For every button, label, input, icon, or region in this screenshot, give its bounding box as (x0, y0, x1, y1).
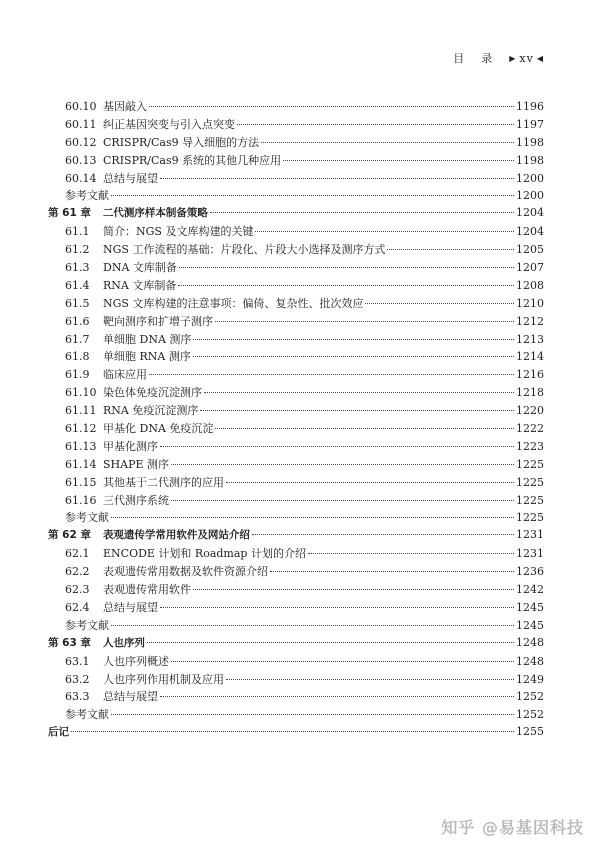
toc-section-row[interactable] (48, 348, 544, 366)
toc-entry-title: 二代测序样本制备策略 (102, 207, 208, 220)
toc-leader-dots (193, 339, 514, 340)
toc-entry-number: 60.13 (65, 153, 97, 167)
toc-section-row[interactable] (48, 134, 544, 152)
toc-section-row[interactable] (48, 545, 544, 563)
header-label-mu: 目 (453, 52, 466, 65)
toc-entry-title: 表观遗传学常用软件及网站介绍 (102, 529, 250, 542)
toc-entry-number: 61.6 (65, 314, 90, 328)
toc-entry-title: CRISPR/Cas9 导入细胞的方法 (103, 135, 260, 149)
toc-entry-title: 参考文献 (65, 511, 109, 525)
toc-entry-number: 61.1 (65, 225, 90, 239)
toc-leader-dots (149, 374, 514, 375)
toc-entry-page: 1223 (516, 439, 544, 453)
toc-references-row[interactable] (48, 706, 544, 724)
toc-entry-number: 61.15 (65, 475, 97, 489)
toc-entry-title: 总结与展望 (103, 171, 158, 185)
toc-leader-dots (387, 249, 514, 250)
toc-leader-dots (160, 178, 514, 179)
toc-leader-dots (171, 500, 514, 501)
toc-entry-page: 1204 (516, 225, 544, 239)
toc-entry-title: 甲基化 DNA 免疫沉淀 (103, 422, 214, 436)
toc-entry-page: 1231 (516, 528, 544, 542)
toc-entry-page: 1208 (516, 278, 544, 292)
toc-leader-dots (149, 106, 514, 107)
toc-entry-page: 1196 (516, 100, 544, 113)
toc-leader-dots (237, 124, 514, 125)
toc-leader-dots (193, 589, 514, 590)
toc-entry-title: 简介：NGS 及文库构建的关键 (103, 225, 254, 239)
toc-entry-number: 63.3 (65, 690, 90, 704)
toc-entry-page: 1248 (516, 654, 544, 668)
toc-entry-title: 人也序列概述 (103, 654, 169, 668)
toc-entry-page: 1249 (516, 672, 544, 686)
toc-entry-title: 单细胞 RNA 测序 (103, 350, 191, 364)
toc-leader-dots (261, 142, 514, 143)
toc-entry-title: 后记 (48, 726, 69, 739)
toc-entry-number: 第 62 章 (48, 529, 91, 542)
toc-leader-dots (178, 285, 514, 286)
toc-entry-page: 1216 (516, 368, 544, 382)
toc-entry-page: 1225 (516, 475, 544, 489)
running-header (453, 50, 544, 66)
toc-section-row[interactable] (48, 170, 544, 188)
toc-section-row[interactable] (48, 295, 544, 313)
toc-section-row[interactable] (48, 402, 544, 420)
toc-entry-title: 参考文献 (65, 618, 109, 632)
toc-entry-title: 其他基于二代测序的应用 (103, 475, 224, 489)
toc-entry-number: 61.8 (65, 350, 90, 364)
toc-entry-page: 1204 (516, 206, 544, 220)
toc-entry-title: 人也序列作用机制及应用 (103, 672, 224, 686)
toc-section-row[interactable] (48, 688, 544, 706)
toc-entry-title: NGS 文库构建的注意事项：偏倚、复杂性、批次效应 (103, 296, 364, 310)
toc-chapter-row[interactable] (48, 635, 544, 653)
toc-section-row[interactable] (48, 331, 544, 349)
toc-leader-dots (71, 731, 514, 732)
toc-section-row[interactable] (48, 671, 544, 689)
toc-section-row[interactable] (48, 152, 544, 170)
toc-section-row[interactable] (48, 492, 544, 510)
toc-leader-dots (215, 321, 514, 322)
toc-entry-title: 临床应用 (103, 368, 147, 382)
toc-leader-dots (270, 571, 514, 572)
toc-entry-number: 第 61 章 (48, 207, 91, 220)
toc-entry-number: 61.3 (65, 261, 90, 275)
toc-entry-title: 人也序列 (102, 636, 145, 649)
toc-chapter-row[interactable] (48, 527, 544, 545)
toc-entry-title: DNA 文库制备 (103, 261, 177, 275)
toc-entry-title: SHAPE 测序 (103, 457, 169, 471)
toc-section-row[interactable] (48, 599, 544, 617)
toc-entry-number: 61.5 (65, 296, 90, 310)
toc-entry-number: 61.7 (65, 332, 90, 346)
toc-leader-dots (171, 464, 514, 465)
toc-entry-number: 62.4 (65, 600, 90, 614)
toc-entry-title: 表观遗传常用数据及软件资源介绍 (103, 565, 268, 579)
toc-section-row[interactable] (48, 313, 544, 331)
watermark: 知乎 @易基因科技 (441, 818, 584, 837)
toc-leader-dots (215, 428, 514, 429)
toc-entry-title: CRISPR/Cas9 系统的其他几种应用 (103, 153, 282, 167)
toc-entry-number: 61.11 (65, 404, 97, 418)
toc-entry-page: 1236 (516, 565, 544, 579)
toc-entry-title: 基因敲入 (103, 100, 147, 113)
toc-leader-dots (252, 534, 514, 535)
toc-leader-dots (111, 625, 514, 626)
toc-entry-page: 1248 (516, 635, 544, 649)
toc-entry-title: 甲基化测序 (103, 439, 158, 453)
toc-entry-number: 61.9 (65, 368, 90, 382)
toc-entry-number: 60.12 (65, 135, 97, 149)
toc-entry-page: 1225 (516, 493, 544, 507)
toc-references-row[interactable] (48, 187, 544, 205)
toc-leader-dots (160, 696, 514, 697)
toc-entry-number: 61.10 (65, 386, 97, 400)
toc-chapter-row[interactable] (48, 724, 544, 742)
toc-entry-page: 1198 (516, 153, 544, 167)
toc-entry-page: 1218 (516, 386, 544, 400)
toc-entry-number: 62.3 (65, 583, 90, 597)
toc-entry-page: 1252 (516, 690, 544, 704)
toc-entry-page: 1222 (516, 422, 544, 436)
toc-entry-page: 1255 (516, 725, 544, 739)
toc-section-row[interactable] (48, 653, 544, 671)
toc-entry-number: 第 63 章 (48, 636, 91, 649)
toc-entry-page: 1212 (516, 314, 544, 328)
toc-entry-title: 表观遗传常用软件 (103, 583, 191, 597)
toc-entry-title: 靶向测序和扩增子测序 (103, 314, 213, 328)
toc-entry-page: 1200 (516, 171, 544, 185)
triangle-right-icon: ▶ (509, 53, 517, 63)
toc-entry-page: 1210 (516, 296, 544, 310)
toc-leader-dots (210, 212, 514, 213)
toc-entry-page: 1200 (516, 189, 544, 203)
toc-entry-title: 纠正基因突变与引入点突变 (103, 117, 235, 131)
toc-entry-page: 1225 (516, 511, 544, 525)
toc-leader-dots (283, 160, 514, 161)
toc-leader-dots (171, 661, 514, 662)
toc-leader-dots (226, 679, 514, 680)
toc-entry-page: 1213 (516, 332, 544, 346)
toc-leader-dots (226, 482, 514, 483)
toc-leader-dots (111, 195, 514, 196)
toc-entry-number: 61.13 (65, 439, 97, 453)
toc-entry-title: RNA 免疫沉淀测序 (103, 404, 199, 418)
toc-section-row[interactable] (48, 384, 544, 402)
toc-leader-dots (179, 267, 514, 268)
toc-entry-number: 60.10 (65, 100, 97, 113)
table-of-contents (48, 98, 544, 742)
toc-entry-page: 1252 (516, 708, 544, 722)
toc-leader-dots (365, 303, 514, 304)
toc-entry-page: 1220 (516, 404, 544, 418)
toc-section-row[interactable] (48, 563, 544, 581)
toc-section-row[interactable] (48, 241, 544, 259)
toc-entry-title: 三代测序系统 (103, 493, 169, 507)
header-label-lu: 录 (481, 52, 494, 65)
toc-section-row[interactable] (48, 438, 544, 456)
toc-entry-title: 单细胞 DNA 测序 (103, 332, 192, 346)
toc-leader-dots (160, 607, 514, 608)
toc-entry-page: 1245 (516, 600, 544, 614)
toc-entry-number: 61.14 (65, 457, 97, 471)
toc-section-row[interactable] (48, 116, 544, 134)
toc-entry-number: 63.2 (65, 672, 90, 686)
toc-entry-page: 1214 (516, 350, 544, 364)
toc-section-row[interactable] (48, 420, 544, 438)
toc-entry-title: RNA 文库制备 (103, 278, 177, 292)
toc-section-row[interactable] (48, 259, 544, 277)
toc-section-row[interactable] (48, 581, 544, 599)
toc-chapter-row[interactable] (48, 205, 544, 223)
toc-entry-title: 染色体免疫沉淀测序 (103, 386, 202, 400)
toc-references-row[interactable] (48, 617, 544, 635)
toc-entry-title: 参考文献 (65, 189, 109, 203)
toc-entry-title: 参考文献 (65, 708, 109, 722)
toc-section-row[interactable] (48, 277, 544, 295)
toc-leader-dots (204, 392, 514, 393)
toc-leader-dots (147, 642, 514, 643)
toc-leader-dots (200, 410, 514, 411)
toc-entry-title: NGS 工作流程的基础：片段化、片段大小选择及测序方式 (103, 243, 386, 257)
toc-entry-page: 1197 (516, 117, 544, 131)
toc-entry-page: 1198 (516, 135, 544, 149)
toc-leader-dots (111, 714, 514, 715)
toc-section-row[interactable] (48, 456, 544, 474)
toc-leader-dots (160, 446, 514, 447)
toc-entry-page: 1207 (516, 261, 544, 275)
toc-leader-dots (308, 553, 514, 554)
toc-leader-dots (193, 356, 514, 357)
toc-leader-dots (111, 517, 514, 518)
toc-entry-page: 1231 (516, 547, 544, 561)
header-page-number: xv (519, 51, 534, 65)
toc-entry-page: 1245 (516, 618, 544, 632)
toc-section-row[interactable] (48, 98, 544, 116)
toc-entry-number: 61.2 (65, 243, 90, 257)
toc-entry-number: 63.1 (65, 654, 90, 668)
toc-entry-title: ENCODE 计划和 Roadmap 计划的介绍 (103, 547, 306, 561)
toc-entry-page: 1225 (516, 457, 544, 471)
toc-entry-title: 总结与展望 (103, 600, 158, 614)
toc-references-row[interactable] (48, 509, 544, 527)
toc-section-row[interactable] (48, 366, 544, 384)
toc-entry-page: 1242 (516, 583, 544, 597)
toc-entry-number: 61.12 (65, 422, 97, 436)
toc-entry-number: 62.1 (65, 547, 90, 561)
toc-entry-number: 61.4 (65, 278, 90, 292)
toc-leader-dots (255, 231, 514, 232)
toc-entry-number: 62.2 (65, 565, 90, 579)
toc-entry-number: 61.16 (65, 493, 97, 507)
toc-entry-number: 60.14 (65, 171, 97, 185)
toc-section-row[interactable] (48, 474, 544, 492)
triangle-left-icon: ◀ (536, 53, 544, 63)
toc-entry-title: 总结与展望 (103, 690, 158, 704)
toc-entry-number: 60.11 (65, 117, 97, 131)
toc-section-row[interactable] (48, 223, 544, 241)
toc-entry-page: 1205 (516, 243, 544, 257)
